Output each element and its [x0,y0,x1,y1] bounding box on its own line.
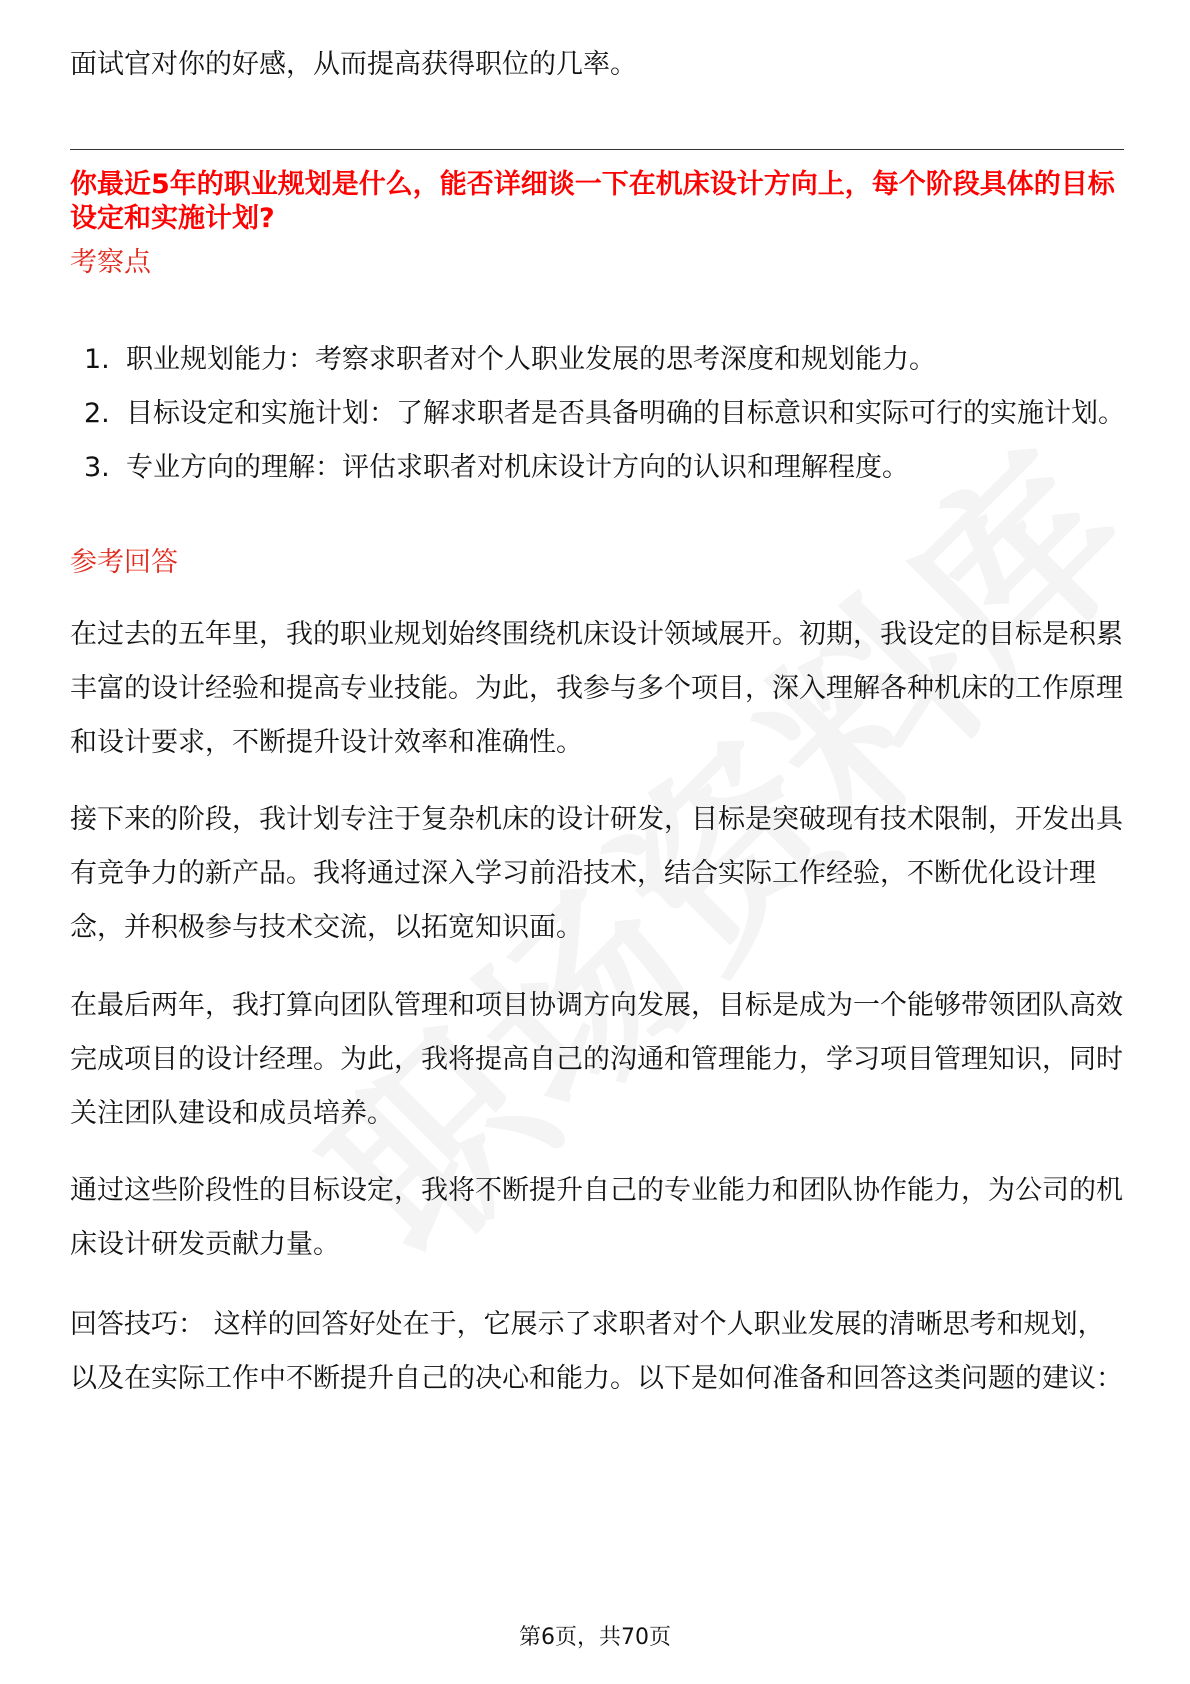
assessment-heading: 考察点 [70,247,151,278]
list-item [70,333,1130,387]
assessment-list [70,333,1130,495]
list-item-text: 职业规划能力：考察求职者对个人职业发展的思考深度和规划能力。 [126,344,936,375]
interview-question: 你最近5年的职业规划是什么，能否详细谈一下在机床设计方向上，每个阶段具体的目标设定和实施计划? [70,169,1115,234]
answer-tips-paragraph: 回答技巧： 这样的回答好处在于，它展示了求职者对个人职业发展的清晰思考和规划，以及在实际工作中不断提升自己的决心和能力。以下是如何准备和回答这类问题的建议： [70,1309,1123,1394]
answer-paragraph: 接下来的阶段，我计划专注于复杂机床的设计研发，目标是突破现有技术限制，开发出具有竞争力的新产品。我将通过深入学习前沿技术，结合实际工作经验，不断优化设计理念，并积极参与技术交流，以拓宽知识面。 [70,804,1123,943]
answer-paragraph: 在最后两年，我打算向团队管理和项目协调方向发展，目标是成为一个能够带领团队高效完成项目的设计经理。为此，我将提高自己的沟通和管理能力，学习项目管理知识，同时关注团队建设和成员培养。 [70,990,1123,1129]
list-item [70,441,1130,495]
page-footer: 第6页，共70页 [519,1625,671,1650]
list-number: 1. [84,344,110,375]
list-item-text: 目标设定和实施计划：了解求职者是否具备明确的目标意识和实际可行的实施计划。 [126,398,1125,429]
answer-heading: 参考回答 [70,547,178,578]
answer-paragraph: 在过去的五年里，我的职业规划始终围绕机床设计领域展开。初期，我设定的目标是积累丰富的设计经验和提高专业技能。为此，我参与多个项目，深入理解各种机床的工作原理和设计要求，不断提升设计效率和准确性。 [70,619,1123,758]
continued-text: 面试官对你的好感，从而提高获得职位的几率。 [70,49,637,80]
answer-paragraph: 通过这些阶段性的目标设定，我将不断提升自己的专业能力和团队协作能力，为公司的机床设计研发贡献力量。 [70,1175,1123,1260]
list-number: 3. [84,452,110,483]
section-divider [70,149,1124,150]
list-number: 2. [84,398,110,429]
list-item-text: 专业方向的理解：评估求职者对机床设计方向的认识和理解程度。 [126,452,909,483]
list-item [70,387,1130,441]
